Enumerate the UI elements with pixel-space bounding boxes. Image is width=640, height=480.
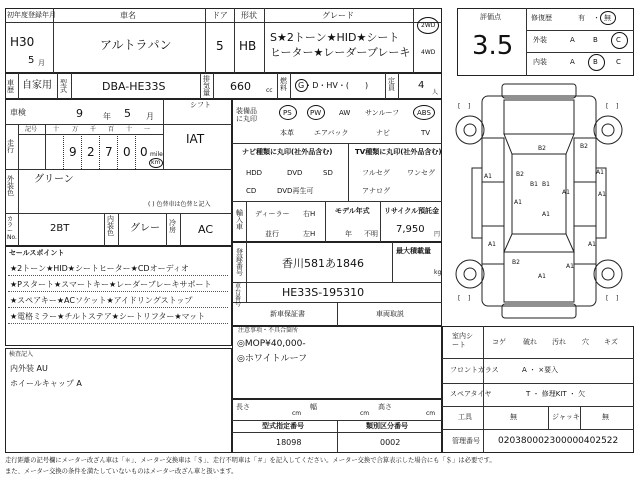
diagram-bracket-2: ] [468,103,471,110]
import-parallel: 並行 [265,230,279,238]
footer-line-1: 走行距離の記号欄にメーター改ざん車は「＊」、メーター交換車は「＄」、走行不明車は「＃」を記入してください。メーター交換で合算表示した場合にも「＄」は必要です。 [5,457,496,464]
tools-label: 工具 [458,413,472,421]
notes-line-1: ◎MOP¥40,000- [237,339,306,349]
mileage-digit-3: 7 [105,145,113,159]
car-name-label: 車名 [120,11,136,20]
model-year-label: モデル年式 [335,207,370,215]
shape-label: 形状 [241,11,257,20]
sales-point-3: ★スペアキー★ACソケット★アイドリングストップ [10,296,193,305]
sales-point-2: ★Pスタート★スマートキー★レーダーブレーキサポート [10,280,212,289]
navi-hdd: HDD [246,169,263,177]
diagram-mark-5: A1 [562,189,570,196]
mileage-place-5: 十 [126,126,133,133]
car-diagram [442,78,636,326]
equip-tv: TV [421,129,431,137]
ac-value: AC [198,223,214,236]
drive-4wd: 4WD [421,49,436,56]
diagram-bracket-6: ] [468,295,471,302]
first-reg-month: 5 [28,55,35,66]
color-no-label: カラーNo. [7,216,17,241]
mileage-place-label: 記号 [25,126,38,133]
diagram-bracket-8: ] [616,295,619,302]
diagram-mark-4: A1 [514,199,522,206]
interior-sheet-item-4: 穴 [582,338,589,346]
model-year-unknown: 不明 [364,230,378,238]
car-name-value: アルトラパン [100,38,172,52]
registration-value: 香川581あ1846 [282,257,364,270]
mileage-digit-5: 0 [140,145,148,159]
type-designation-value: 18098 [276,438,302,447]
shape-value: HB [239,39,257,53]
ac-label: 冷房 [169,219,176,234]
repair-sep: ・ [593,14,600,22]
spare-value: T ・ 修理KIT ・ 欠 [526,390,586,398]
max-load-label: 最大積載量 [396,247,431,255]
repair-label: 修復歴 [531,14,552,22]
manual-label: 車両取説 [376,310,404,318]
mileage-place-6: 一 [144,126,151,133]
diagram-mark-13: B1 [530,181,538,188]
sales-point-1: ★2トーン★HID★シートヒーター★CDオーディオ [10,264,189,273]
mileage-place-4: 百 [108,126,115,133]
diagram-mark-15: B2 [512,259,520,266]
sales-point-4: ★電格ミラー★チルトステア★シートリフター★マット [10,312,206,321]
category-label: 類別区分番号 [366,422,408,430]
mileage-digit-1: 9 [69,145,77,159]
jack-label: ジャッキ [552,413,580,421]
sales-points-label: セールスポイント [9,249,65,257]
length-unit: cm [292,410,302,417]
interior-color-label: 内装色 [107,215,114,237]
jack-value: 無 [602,413,609,421]
inspection-month: 5 [124,107,131,120]
mileage-label: 走行 [7,139,14,154]
type-designation-label: 型式指定番号 [262,422,304,430]
model-year-unit: 年 [345,230,352,238]
ext-label: 外装 [533,36,547,44]
recycle-amount: 7,950 [396,224,425,235]
diagram-mark-1: B2 [538,145,546,152]
tv-analog: アナログ [362,187,390,195]
equip-leather: 本革 [280,129,294,137]
mileage-place-3: 千 [90,126,97,133]
exterior-note: ( ) 色替車は色替と記入 [148,201,211,208]
tv-label: TV種類に丸印(社外品含む) [355,148,442,156]
interior-sheet-item-3: 汚れ [552,338,566,346]
navi-dvd-playback: DVD再生可 [277,187,314,195]
diagram-mark-12: A1 [538,273,546,280]
door-label: ドア [212,11,228,20]
repair-option-no: 無 [604,14,611,22]
equip-airbag: エアバック [314,129,349,137]
diagram-bracket-1: [ [458,103,461,110]
fuel-label: 燃料 [280,77,287,92]
ext-a: A [570,36,575,44]
diagram-mark-6: A1 [484,173,492,180]
inspector-label: 検査記入 [9,351,34,358]
displacement-label: 排気量 [203,75,210,97]
int-a: A [570,58,575,66]
tools-value: 無 [510,413,517,421]
inspector-line-2: ホイールキャップ A [10,379,82,388]
first-reg-era: H30 [10,35,35,49]
shift-label: シフト [190,101,211,109]
diagram-mark-11: A1 [588,241,596,248]
vehicle-history-label: 車歴 [7,79,14,94]
navi-dvd: DVD [287,169,303,177]
interior-sheet-label: 室内シート [452,332,473,350]
interior-color-value: グレー [130,223,160,234]
exterior-label: 外装色 [7,175,14,197]
inspector-line-1: 内外装 AU [10,364,48,373]
inspection-label: 車検 [10,108,26,117]
notes-line-2: ◎ホワイトルーフ [237,354,308,364]
displacement-unit: cc [266,87,273,94]
length-label: 長さ [236,403,250,411]
windshield-label: フロントガラス [450,366,499,374]
rating-label: 評価点 [480,13,501,21]
diagram-bracket-7: [ [606,295,609,302]
diagram-mark-3: B2 [580,143,588,150]
diagram-mark-7: A1 [542,211,550,218]
navi-label: ナビ種類に丸印(社外品含む) [242,148,333,156]
chassis-value: HE33S-195310 [282,286,365,299]
spare-label: スペアタイヤ [450,390,492,398]
diagram-bracket-3: [ [606,103,609,110]
navi-sd: SD [323,169,333,177]
doors-value: 5 [216,39,224,53]
equipment-label: 装備品に丸印 [236,107,257,124]
diagram-bracket-5: [ [458,295,461,302]
recycle-unit: 円 [434,231,441,238]
mileage-digit-2: 2 [87,145,95,159]
import-left-hand: 左H [303,230,316,238]
mileage-place-1: 十 [53,126,60,133]
ext-b: B [593,36,598,44]
notes-label: 注意事項・不具合箇所 [238,327,299,334]
registration-label: 登録番号 [236,248,243,277]
diagram-mark-8: A1 [598,191,606,198]
grade-line-2: ヒーター★レーダーブレーキ [270,46,411,59]
drive-2wd: 2WD [421,22,436,29]
footer-line-2: また、メーター交換の条件を満たしていないものはメーター改ざん車と扱います。 [5,468,238,475]
height-unit: cm [426,410,436,417]
fuel-options: G・D・HV・( ) [298,81,369,90]
int-label: 内装 [533,58,547,66]
diagram-mark-2: B2 [516,171,524,178]
diagram-mark-14: B1 [542,181,550,188]
width-label: 幅 [310,403,317,411]
shift-value: IAT [186,132,205,146]
equip-ps: PS [283,109,292,117]
first-reg-month-unit: 月 [38,59,45,67]
mileage-unit-km: km [151,159,161,166]
mileage-unit-mile: mile [150,151,163,158]
ext-c: C [616,36,621,44]
int-b: B [593,58,598,66]
inspection-month-unit: 月 [146,112,154,121]
tv-oneseg: ワンセグ [407,169,435,177]
equip-navi: ナビ [376,129,390,137]
interior-sheet-item-2: 破れ [523,338,537,346]
model-code-value: DBA-HE33S [102,80,166,93]
equip-pw: PW [310,109,322,117]
color-no-value: 2BT [50,223,70,234]
diagram-mark-9: A1 [596,169,604,176]
first-reg-label: 初年度登録年月 [7,11,56,19]
control-label: 管理番号 [452,437,480,445]
interior-sheet-item-1: コゲ [492,338,506,346]
height-label: 高さ [378,403,392,411]
displacement-value: 660 [230,80,251,93]
recycle-label: リサイクル預託金 [384,207,440,215]
warranty-label: 新車保証書 [270,310,305,318]
rating-score: 3.5 [472,31,514,61]
capacity-unit: 人 [432,89,439,96]
inspection-year: 9 [76,107,83,120]
grade-label: グレード [322,11,354,20]
import-dealer: ディーラー [255,210,290,218]
diagram-bracket-4: ] [616,103,619,110]
max-load-unit: kg [434,269,442,276]
tv-fullseg: フルセグ [362,169,390,177]
windshield-value: A ・ ×要入 [522,366,559,374]
model-label: 型式 [60,79,67,94]
diagram-mark-10: A1 [488,241,496,248]
interior-sheet-item-5: キズ [604,338,618,346]
import-right-hand: 右H [303,210,316,218]
grade-line-1: S★2トーン★HID★シート [270,31,400,44]
vehicle-use-value: 自家用 [22,80,52,91]
width-unit: cm [360,410,370,417]
equip-sunroof: サンルーフ [365,109,400,117]
inspection-year-unit: 年 [103,112,111,121]
import-label: 輸入車 [236,209,243,231]
capacity-label: 定員 [388,77,395,92]
mileage-digit-4: 0 [123,145,131,159]
navi-cd: CD [246,187,257,195]
chassis-label: 車台番号 [235,283,242,308]
equip-abs: ABS [417,109,431,117]
category-value: 0002 [380,438,401,447]
control-value: 020380002300000402522 [498,436,619,446]
capacity-value: 4 [418,80,425,91]
int-c: C [616,58,621,66]
equip-aw: AW [339,109,351,117]
diagram-mark-16: A1 [566,263,574,270]
mileage-place-2: 万 [72,126,79,133]
repair-option-yes: 有 [578,14,585,22]
exterior-value: グリーン [34,174,74,185]
